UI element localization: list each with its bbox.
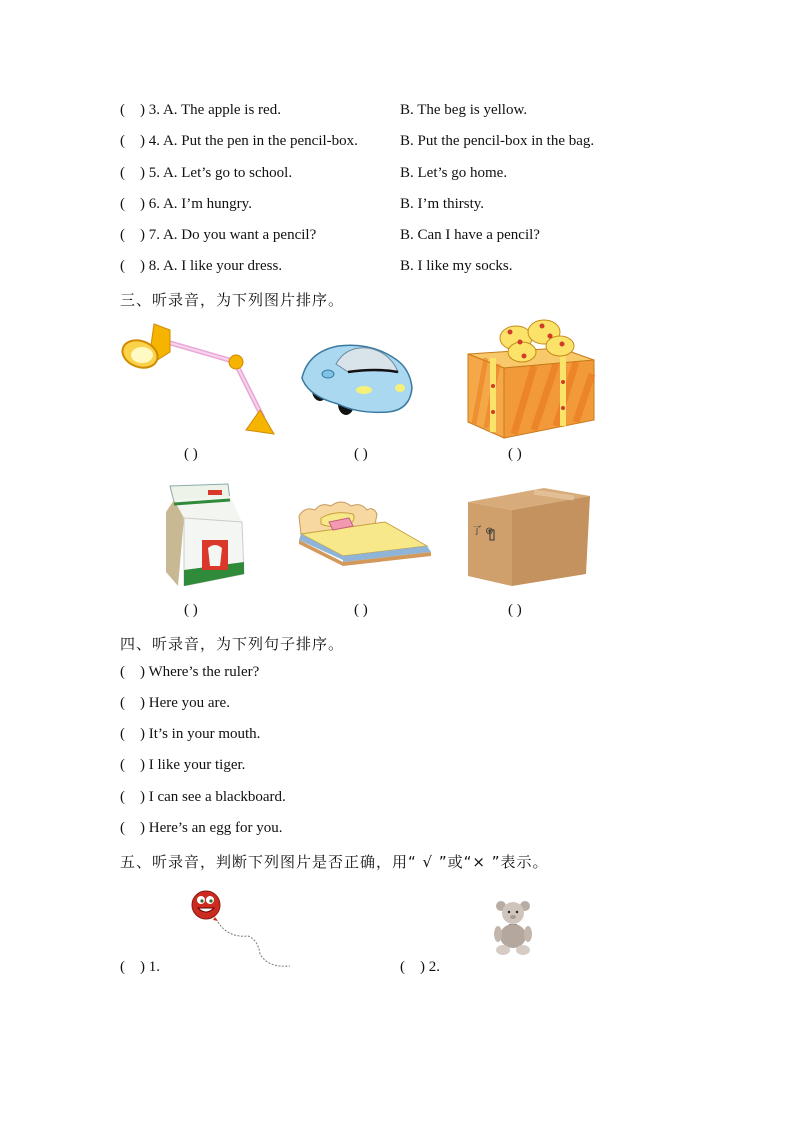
answer-blank[interactable]: ( ) <box>120 789 145 805</box>
gift-box-picture <box>464 316 598 440</box>
choice-row <box>120 258 282 275</box>
section-3-title: 三、听录音，为下列图片排序。 <box>120 291 345 309</box>
answer-blank[interactable]: ( ) <box>120 695 145 711</box>
judgment-item <box>120 959 160 976</box>
option-b: B. Can I have a pencil? <box>400 227 540 243</box>
balloon-picture <box>188 888 296 970</box>
sentence-text: I like your tiger. <box>148 757 246 773</box>
sentence-row <box>120 757 245 774</box>
desk-lamp-picture <box>118 318 276 440</box>
item-number: 6. <box>148 196 160 212</box>
picture-answer-blank[interactable]: ( ) <box>184 446 198 462</box>
toy-car-picture <box>298 338 418 418</box>
answer-blank[interactable]: ( ) <box>120 165 145 181</box>
cardboard-box-picture <box>464 482 592 588</box>
section-5-title: 五、听录音，判断下列图片是否正确，用“ √ ”或“× ”表示。 <box>120 853 549 871</box>
option-b: B. I’m thirsty. <box>400 196 485 212</box>
answer-blank[interactable]: ( ) <box>120 196 145 212</box>
answer-blank[interactable]: ( ) <box>120 959 145 975</box>
answer-blank[interactable]: ( ) <box>120 102 145 118</box>
option-a: A. The apple is red. <box>162 102 281 118</box>
judgment-item <box>400 959 440 976</box>
choice-row <box>120 102 281 119</box>
option-b: B. The beg is yellow. <box>400 102 528 118</box>
option-a: A. Let’s go to school. <box>162 165 293 181</box>
teddy-bear-picture <box>492 898 534 956</box>
item-number: 5. <box>148 165 160 181</box>
option-a: A. I’m hungry. <box>162 196 252 212</box>
bed-picture <box>295 500 437 566</box>
item-number: 7. <box>148 227 160 243</box>
item-number: 8. <box>148 258 160 274</box>
answer-blank[interactable]: ( ) <box>400 959 425 975</box>
option-b: B. Let’s go home. <box>400 165 508 181</box>
sentence-text: I can see a blackboard. <box>148 789 286 805</box>
answer-blank[interactable]: ( ) <box>120 820 145 836</box>
item-number: 2. <box>428 959 440 975</box>
option-b: B. I like my socks. <box>400 258 513 274</box>
picture-answer-blank[interactable]: ( ) <box>354 602 368 618</box>
item-number: 4. <box>148 133 160 149</box>
option-b: B. Put the pencil-box in the bag. <box>400 133 595 149</box>
item-number: 3. <box>148 102 160 118</box>
answer-blank[interactable]: ( ) <box>120 227 145 243</box>
sentence-text: Where’s the ruler? <box>148 664 260 680</box>
picture-answer-blank[interactable]: ( ) <box>508 602 522 618</box>
sentence-text: It’s in your mouth. <box>148 726 261 742</box>
answer-blank[interactable]: ( ) <box>120 757 145 773</box>
item-number: 1. <box>148 959 160 975</box>
answer-blank[interactable]: ( ) <box>120 664 145 680</box>
section-4-title: 四、听录音，为下列句子排序。 <box>120 635 345 653</box>
sentence-row <box>120 664 259 681</box>
option-a: A. Put the pen in the pencil-box. <box>162 133 358 149</box>
choice-row <box>120 165 292 182</box>
picture-answer-blank[interactable]: ( ) <box>508 446 522 462</box>
sentence-text: Here you are. <box>148 695 230 711</box>
sentence-row <box>120 789 286 806</box>
answer-blank[interactable]: ( ) <box>120 258 145 274</box>
option-a: A. Do you want a pencil? <box>162 227 317 243</box>
sentence-row <box>120 820 282 837</box>
answer-blank[interactable]: ( ) <box>120 726 145 742</box>
choice-row <box>120 196 252 213</box>
svg-text:了 ⊛: 了 ⊛ <box>472 526 494 537</box>
picture-answer-blank[interactable]: ( ) <box>184 602 198 618</box>
sentence-row <box>120 695 230 712</box>
choice-row <box>120 227 316 244</box>
picture-answer-blank[interactable]: ( ) <box>354 446 368 462</box>
choice-row <box>120 133 358 150</box>
answer-blank[interactable]: ( ) <box>120 133 145 149</box>
option-a: A. I like your dress. <box>162 258 283 274</box>
milk-carton-picture <box>164 482 246 586</box>
sentence-row <box>120 726 260 743</box>
sentence-text: Here’s an egg for you. <box>148 820 283 836</box>
